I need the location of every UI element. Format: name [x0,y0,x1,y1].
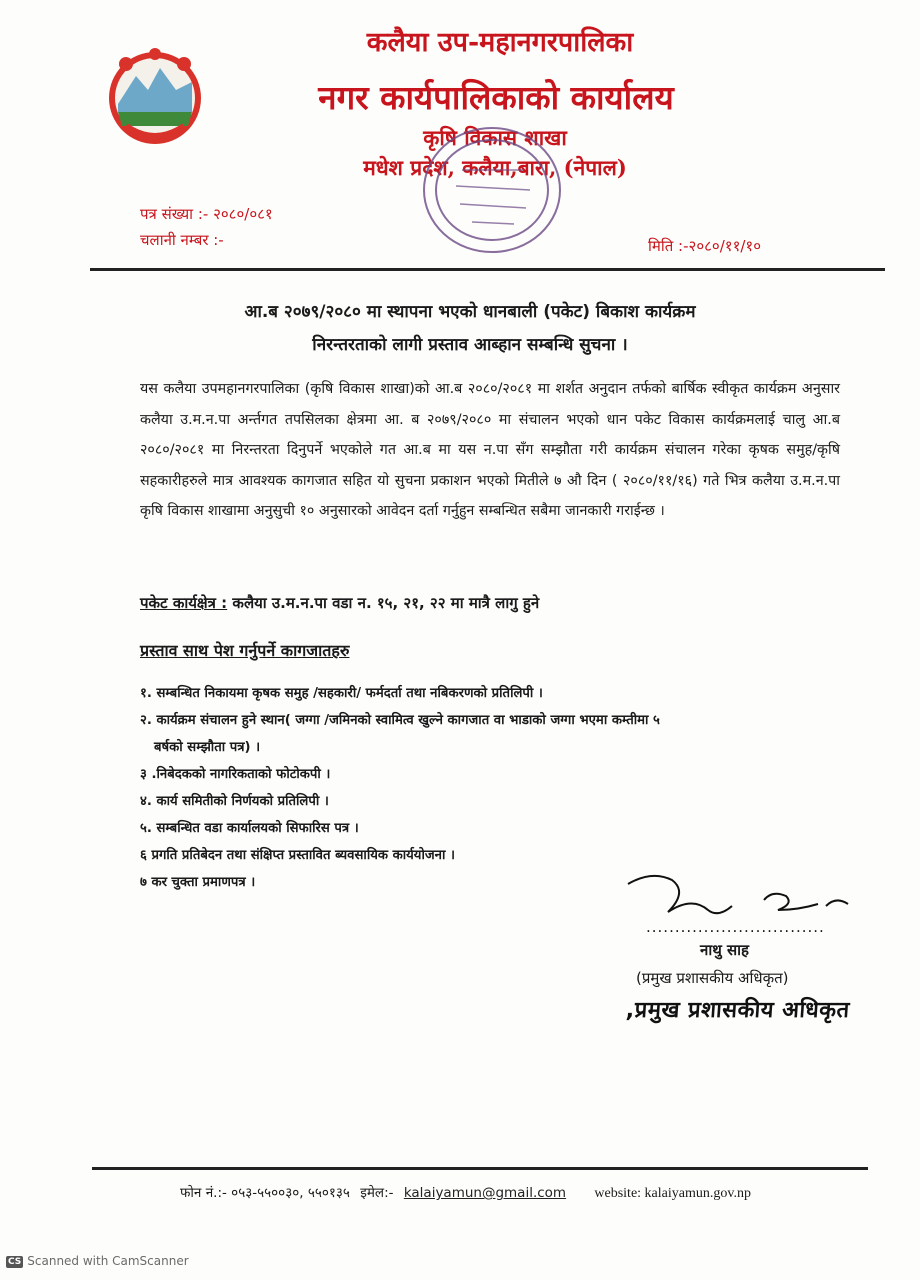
letter-date: मिति :-२०८०/११/१० [648,237,762,255]
scanner-text: Scanned with CamScanner [27,1254,189,1268]
list-item: ३ .निबेदकको नागरिकताको फोटोकपी । [140,767,331,782]
camscanner-icon: CS [8,1257,22,1267]
letter-number: पत्र संख्या :- २०८०/०८१ [140,205,273,223]
pocket-area-label: पकेट कार्यक्षेत्र : [140,594,228,612]
subject [130,296,810,362]
footer-email-label: इमेल:- [360,1185,394,1201]
section-name: कृषि विकास शाखा [423,125,567,150]
footer-website[interactable]: website: kalaiyamun.gov.np [594,1186,751,1201]
office-stamp-icon [412,118,572,268]
subject-line1: आ.ब २०७९/२०८० मा स्थापना भएको धानबाली (पकेट) बिकाश कार्यक्रम [244,302,696,322]
list-item: २. कार्यक्रम संचालन हुने स्थान( जग्गा /जमिनको स्वामित्व खुल्ने कागजात वा भाडाको जग्गा भएमा कम्तीमा ५ बर्षको सम्झौता पत्र) । [140,713,660,755]
list-item: ७ कर चुक्ता प्रमाणपत्र । [140,875,256,890]
list-item: ६ प्रगति प्रतिबेदन तथा संक्षिप्त प्रस्तावित ब्यवसायिक कार्ययोजना । [140,848,455,863]
header-divider [90,268,885,271]
list-item: १. सम्बन्धित निकायमा कृषक समुह /सहकारी/ फर्मदर्ता तथा नबिकरणको प्रतिलिपी । [140,686,543,701]
scanner-watermark [6,1254,189,1268]
footer-email-link[interactable]: kalaiyamun@gmail.com [403,1185,567,1201]
office-name-line1: कलैया उप-महानगरपालिका [366,27,634,58]
footer-phone: फोन नं.:- ०५३-५५००३०, ५५०१३५ [180,1185,350,1201]
pocket-area-text: कलैया उ.म.न.पा वडा न. १५, २१, २२ मा मात्रै लागु हुने [232,594,540,612]
office-name-line2: नगर कार्यपालिकाको कार्यालय [318,78,674,117]
signatory-title: (प्रमुख प्रशासकीय अधिकृत) [636,969,789,987]
list-item: ४. कार्य समितीको निर्णयको प्रतिलिपी । [140,794,329,809]
designation-stamp: ,प्रमुख प्रशासकीय अधिकृत [625,998,851,1023]
signature-line: ............................... [646,918,825,936]
pocket-area [140,593,539,613]
footer-divider [92,1167,868,1170]
footer [180,1183,751,1202]
dispatch-number: चलानी नम्बर :- [140,231,224,249]
signatory-name: नाथु साह [700,941,750,959]
documents-heading: प्रस्ताव साथ पेश गर्नुपर्ने कागजातहरु [140,641,350,660]
documents-list [140,680,840,896]
list-item: ५. सम्बन्धित वडा कार्यालयको सिफारिस पत्र । [140,821,359,836]
address-line: मधेश प्रदेश, कलैया,बारा, (नेपाल) [363,155,627,180]
subject-line2: निरन्तरताको लागी प्रस्ताव आब्हान सम्बन्धि सुचना । [312,335,628,355]
nepal-emblem-icon [96,42,214,150]
notice-paragraph: यस कलैया उपमहानगरपालिका (कृषि विकास शाखा)को आ.ब २०८०/२०८१ मा शर्शत अनुदान तर्फको बार्षिक स्वीकृत कार्यक्रम अनुसार कलैया उ.म.न.पा अर्न्तगत तपसिलका क्षेत्रमा आ. ब २०७९/२०८० मा संचालन भएको धान पकेट विकास कार्यक्रमलाई चालु आ.ब २०८०/२०८१ मा निरन्तरता दिनुपर्ने भएकोले गत आ.ब मा यस न.पा सँग सम्झौता गरी कार्यक्रम संचालन गरेका कृषक समुह/कृषि सहकारीहरुले मात्र आवश्यक कागजात सहित यो सुचना प्रकाशन भएको मितीले ७ औ दिन ( २०८०/११/१६) गते भित्र कलैया उ.म.न.पा कृषि विकास शाखामा अनुसुची १० अनुसारको आवेदन दर्ता गर्नुहुन सम्बन्धित सबैमा जानकारी गराईन्छ । [140,381,840,519]
